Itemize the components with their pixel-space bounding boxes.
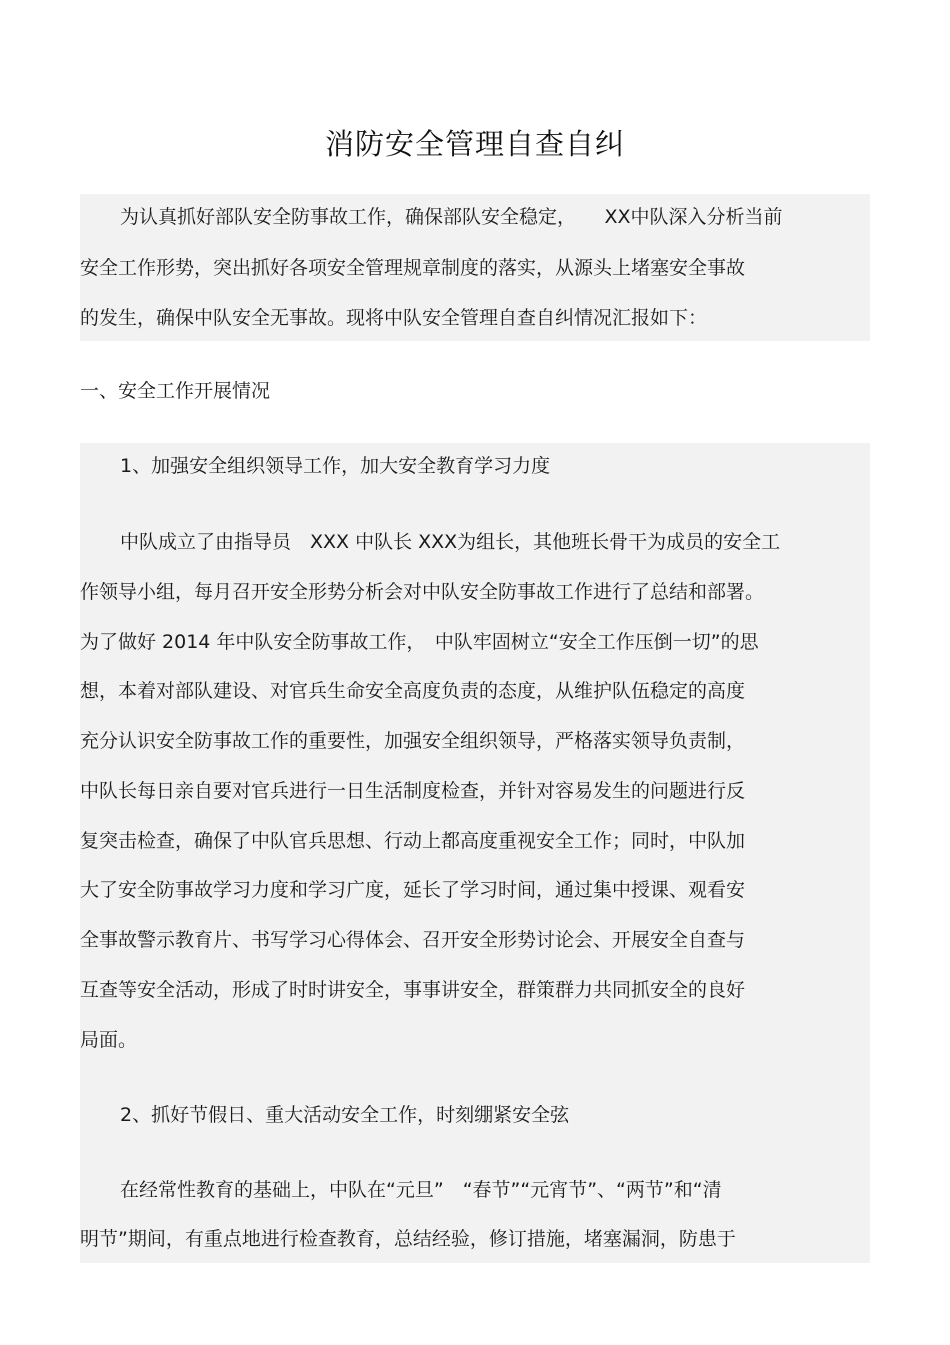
subsection-1-line-8: 大了安全防事故学习力度和学习广度，延长了学习时间，通过集中授课、观看安: [80, 879, 746, 901]
subsection-1-line-3: 为了做好 2014 年中队安全防事故工作， 中队牢固树立“安全工作压倒一切”的思: [80, 631, 759, 653]
subsection-1-line-10: 互查等安全活动，形成了时时讲安全，事事讲安全，群策群力共同抓安全的良好: [80, 979, 746, 1001]
intro-line-1: 为认真抓好部队安全防事故工作，确保部队安全稳定， XX中队深入分析当前: [120, 206, 783, 228]
intro-line-3: 的发生，确保中队安全无事故。现将中队安全管理自查自纠情况汇报如下：: [80, 307, 708, 329]
subsection-2-line-2: 明节”期间，有重点地进行检查教育，总结经验，修订措施，堵塞漏洞，防患于: [80, 1228, 736, 1250]
subsection-1-line-1: 中队成立了由指导员 XXX 中队长 XXX为组长，其他班长骨干为成员的安全工: [120, 531, 781, 553]
subsection-2-heading: 2、抓好节假日、重大活动安全工作，时刻绷紧安全弦: [120, 1104, 570, 1126]
section-1-heading: 一、安全工作开展情况: [80, 380, 271, 402]
subsection-1-heading: 1、加强安全组织领导工作，加大安全教育学习力度: [120, 455, 551, 477]
intro-line-2: 安全工作形势，突出抓好各项安全管理规章制度的落实，从源头上堵塞安全事故: [80, 257, 746, 279]
subsection-1-line-5: 充分认识安全防事故工作的重要性，加强安全组织领导，严格落实领导负责制，: [80, 730, 746, 752]
subsection-1-line-7: 复突击检查，确保了中队官兵思想、行动上都高度重视安全工作；同时，中队加: [80, 830, 746, 852]
subsection-1-line-9: 全事故警示教育片、书写学习心得体会、召开安全形势讨论会、开展安全自查与: [80, 929, 746, 951]
subsection-1-line-2: 作领导小组，每月召开安全形势分析会对中队安全防事故工作进行了总结和部署。: [80, 581, 765, 603]
subsection-1-line-11: 局面。: [80, 1029, 138, 1051]
subsection-2-line-1: 在经常性教育的基础上，中队在“元旦” “春节”“元宵节”、“两节”和“清: [120, 1179, 722, 1201]
document-title: 消防安全管理自查自纠: [324, 127, 625, 161]
subsection-1-line-6: 中队长每日亲自要对官兵进行一日生活制度检查，并针对容易发生的问题进行反: [80, 780, 746, 802]
subsection-1-line-4: 想，本着对部队建设、对官兵生命安全高度负责的态度，从维护队伍稳定的高度: [80, 680, 746, 702]
